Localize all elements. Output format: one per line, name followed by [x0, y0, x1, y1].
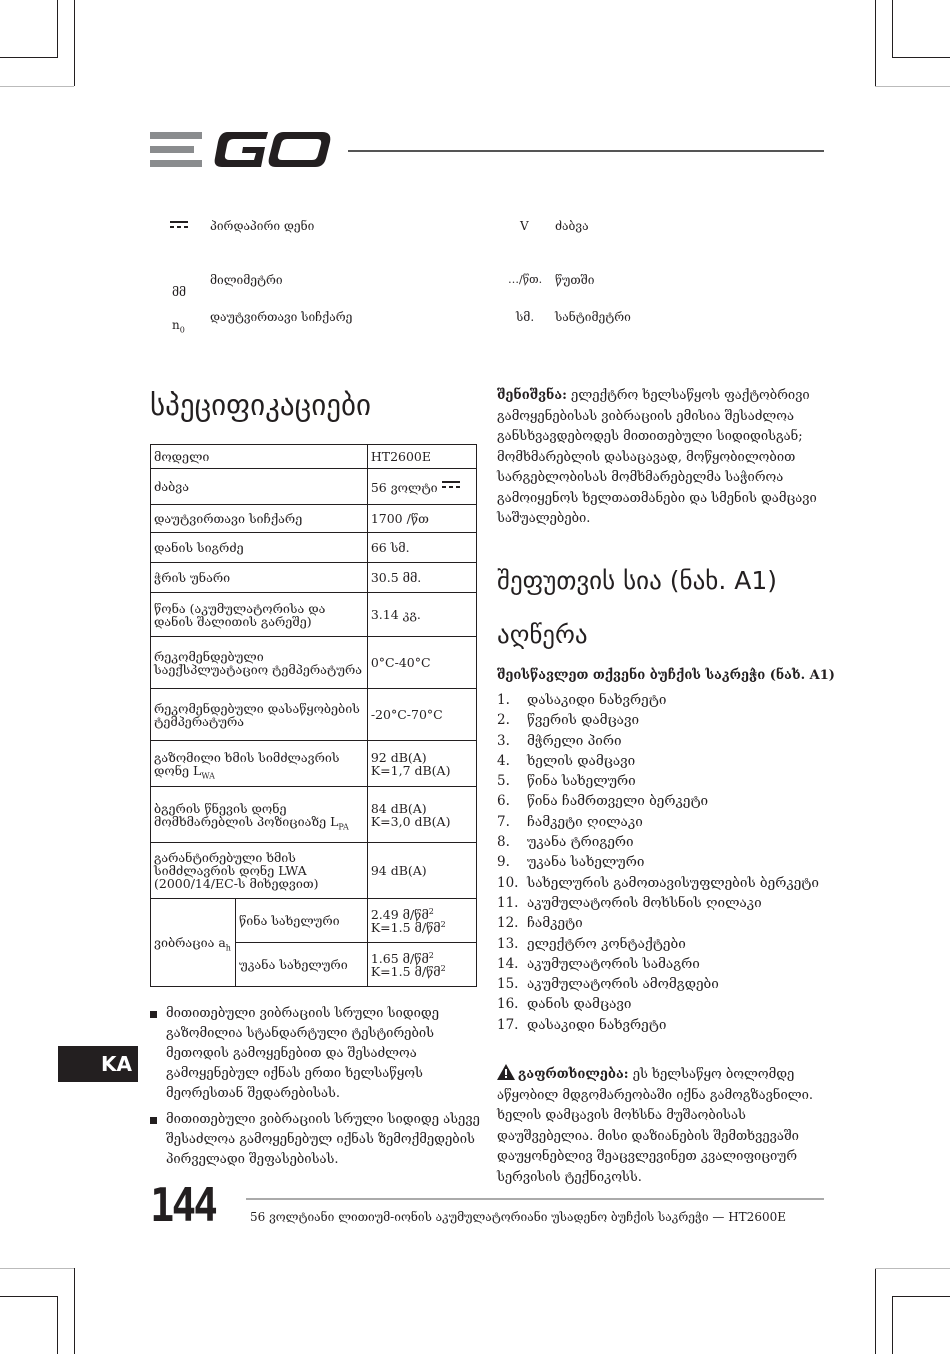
table-row	[151, 469, 477, 505]
spec-value: -20°C-70°C	[367, 689, 476, 741]
item-text: აკუმულატორის მოხსნის ღილაკი	[527, 894, 762, 911]
item-text: ჩამკეტი ღილაკი	[527, 813, 643, 830]
item-number: 7.	[497, 813, 510, 830]
symbol-label: დაუტვირთავი სიჩქარე	[210, 310, 353, 324]
unit-superscript: 2	[440, 963, 446, 973]
item-text: უკანა სახელური	[527, 854, 645, 871]
table-row	[151, 445, 477, 469]
symbol-cm: სმ.	[516, 310, 535, 324]
spec-value: HT2600E	[367, 445, 476, 469]
spec-value-line	[371, 965, 473, 978]
note-body: ელექტრო ხელსაწყოს ფაქტობრივი გამოყენებისას ვიბრაციის ემისია შესაძლოა განსხვავდებოდეს მითითებული სიდიდისგან; მომხმარებლის დასაცავად, მოწყობილობით სარგებლობისას მომხმარებელმა საჭიროა გამოიყენოს ხელთათმანები და სმენის დამცავი საშუალებები.	[497, 388, 817, 526]
vibration-label-text: ვიბრაცია a	[154, 935, 226, 950]
crop-mark	[0, 86, 74, 87]
spec-value: 30.5 მმ.	[367, 563, 476, 593]
spec-label: რეკომენდებული დასაწყობების ტემპერატურა	[151, 689, 368, 741]
spec-value-line	[371, 921, 473, 934]
spec-value-line: 84 dB(A)	[370, 800, 427, 816]
spec-value	[367, 469, 476, 505]
crop-mark	[57, 0, 58, 57]
spec-value	[367, 899, 476, 943]
spec-label: რეკომენდებული საექსპლუატაციო ტემპერატურა	[151, 637, 368, 689]
spec-value-line: K=3,0 dB(A)	[370, 813, 451, 829]
spec-label: წონა (აკუმულატორისა და დანის შალითის გარეშე)	[151, 593, 368, 637]
dc-current-icon	[442, 480, 460, 490]
warning-label: გაფრთხილება:	[518, 1067, 629, 1082]
item-text: წინა ჩამრთველი ბერკეტი	[527, 793, 709, 810]
list-item	[497, 974, 827, 994]
item-text: ჩამკეტი	[527, 915, 583, 932]
crop-mark	[74, 1268, 75, 1354]
crop-mark	[892, 1296, 893, 1354]
symbol-label: ძაბვა	[555, 219, 589, 233]
table-row	[151, 741, 477, 787]
table-row	[151, 787, 477, 843]
list-item	[497, 812, 827, 832]
table-row	[151, 899, 477, 943]
spec-value: 66 სმ.	[367, 533, 476, 563]
table-row	[151, 843, 477, 899]
symbol-n0	[172, 318, 185, 335]
warning-paragraph	[497, 1064, 827, 1188]
table-row	[151, 593, 477, 637]
table-row	[151, 533, 477, 563]
spec-label-text: ბგერის წნევის დონე მომხმარებლის პოზიციაზე L	[154, 800, 339, 829]
spec-label	[151, 787, 368, 843]
list-item	[497, 954, 827, 974]
list-item	[497, 893, 827, 913]
language-tab: KA	[58, 1046, 138, 1082]
vibration-value: 2.49 მ/წმ	[370, 906, 429, 922]
item-number: 15.	[497, 976, 519, 993]
vibration-value: 1.65 მ/წმ	[370, 950, 429, 966]
list-item	[497, 710, 827, 730]
list-item	[497, 751, 827, 771]
item-text: სახელურის გამოთავისუფლების ბერკეტი	[527, 874, 819, 891]
item-text: აკუმულატორის ამომგდები	[527, 976, 719, 993]
vibration-sub-label: წინა სახელური	[236, 899, 368, 943]
symbol-n0-sub: 0	[179, 325, 185, 335]
ego-logo	[150, 128, 332, 172]
list-item	[150, 1110, 480, 1170]
spec-value: 94 dB(A)	[367, 843, 476, 899]
item-text: დასაკიდი ნახვრეტი	[527, 692, 667, 708]
spec-value-line: 92 dB(A)	[370, 749, 427, 765]
list-item	[497, 994, 827, 1014]
spec-value: 3.14 კგ.	[367, 593, 476, 637]
spec-label: დაუტვირთავი სიჩქარე	[151, 505, 368, 533]
warning-body: ეს ხელსაწყო ბოლომდე აწყობილ მდგომარეობაში იქნა გამოგზავნილი. ხელის დამცავის მოხსნა მუშაობისას დაუშვებელია. მისი დაზიანების შემთხვევაში დაუყონებლივ შეაცვლევინეთ კვალიფიციურ სერვისის ტექნიკოსს.	[497, 1067, 814, 1185]
unit-superscript: 2	[428, 950, 434, 960]
crop-mark	[0, 1268, 74, 1269]
item-number: 1.	[497, 692, 510, 708]
spec-label	[151, 741, 368, 787]
list-item	[497, 873, 827, 893]
symbol-n0-text: n	[172, 318, 180, 332]
symbol-per-min: …/წთ.	[508, 273, 543, 286]
footer-text: 56 ვოლტიანი ლითიუმ-იონის აკუმულატორიანი უსადენო ბუჩქის საკრეჭი — HT2600E	[250, 1210, 786, 1224]
list-item	[497, 690, 827, 710]
vibration-uncertainty: K=1.5 მ/წმ	[370, 919, 441, 935]
spec-label: ჭრის უნარი	[151, 563, 368, 593]
crop-mark	[892, 57, 950, 58]
crop-mark	[0, 1296, 58, 1297]
item-number: 11.	[497, 894, 519, 911]
item-text: აკუმულატორის სამაგრი	[527, 955, 700, 972]
item-text: მჭრელი პირი	[527, 732, 622, 749]
symbol-label: მილიმეტრი	[210, 273, 283, 287]
unit-superscript: 2	[428, 906, 434, 916]
list-item	[497, 852, 827, 872]
spec-value: 0°C-40°C	[367, 637, 476, 689]
spec-label: მოდელი	[151, 445, 368, 469]
crop-mark	[875, 1268, 950, 1269]
voltage-value: 56 ვოლტი	[370, 479, 438, 495]
note-text: მითითებული ვიბრაციის სრული სიდიდე ასევე შესაძლოა გამოყენებულ იქნას ზემოქმედების პირველადი შეფასებისას.	[166, 1112, 480, 1167]
item-number: 16.	[497, 996, 519, 1013]
specifications-table	[150, 444, 477, 987]
spec-label: დანის სიგრძე	[151, 533, 368, 563]
symbol-label: წუთში	[555, 273, 595, 287]
item-number: 12.	[497, 915, 519, 932]
warning-triangle-icon	[497, 1064, 515, 1080]
vibration-label	[151, 899, 236, 987]
item-number: 3.	[497, 732, 510, 749]
item-text: წვერის დამცავი	[527, 712, 640, 729]
item-number: 13.	[497, 935, 519, 952]
item-number: 8.	[497, 834, 510, 851]
components-heading: შეისწავლეთ თქვენი ბუჩქის საკრეჭი (ნახ. A1)	[497, 668, 835, 683]
symbol-v: V	[520, 219, 529, 233]
components-list	[497, 690, 827, 1035]
item-number: 9.	[497, 854, 510, 871]
item-text: ხელის დამცავი	[527, 752, 636, 769]
spec-value	[367, 741, 476, 787]
spec-value: 1700 /წთ	[367, 505, 476, 533]
table-row	[151, 563, 477, 593]
symbol-label: პირდაპირი დენი	[210, 219, 315, 233]
item-number: 14.	[497, 955, 519, 972]
item-text: უკანა ტრიგერი	[527, 834, 634, 851]
vibration-sub-label: უკანა სახელური	[236, 943, 368, 987]
crop-mark	[875, 0, 876, 86]
list-item	[497, 791, 827, 811]
crop-mark	[892, 1296, 950, 1297]
table-row	[151, 505, 477, 533]
list-item	[497, 731, 827, 751]
crop-mark	[74, 0, 75, 86]
note-paragraph	[497, 386, 827, 530]
spec-label-text: გაზომილი ხმის სიმძლავრის დონე L	[154, 749, 340, 778]
item-number: 4.	[497, 752, 510, 769]
specifications-heading: სპეციფიკაციები	[150, 388, 371, 422]
crop-mark	[57, 1296, 58, 1354]
crop-mark	[892, 0, 893, 57]
spec-label-sub: WA	[201, 771, 215, 780]
description-heading: აღწერა	[497, 620, 588, 649]
spec-value	[367, 943, 476, 987]
packing-list-heading: შეფუთვის სია (ნახ. A1)	[497, 566, 777, 595]
item-number: 10.	[497, 874, 519, 891]
crop-mark	[875, 86, 950, 87]
vibration-label-sub: h	[225, 943, 231, 953]
list-item	[150, 1004, 480, 1104]
header-rule	[348, 150, 824, 152]
table-row	[151, 689, 477, 741]
list-item	[497, 832, 827, 852]
symbol-label: სანტიმეტრი	[555, 310, 631, 324]
bullet-icon	[150, 1117, 157, 1124]
item-number: 5.	[497, 773, 510, 790]
unit-superscript: 2	[440, 919, 446, 929]
vibration-uncertainty: K=1.5 მ/წმ	[370, 963, 441, 979]
spec-value	[367, 787, 476, 843]
note-label: შენიშვნა:	[497, 388, 567, 403]
dc-current-icon	[170, 220, 188, 230]
crop-mark	[875, 1268, 876, 1354]
spec-label: გარანტირებული ხმის სიმძლავრის დონე LWA (2000/14/EC-ს მიხედვით)	[151, 843, 368, 899]
crop-mark	[0, 57, 58, 58]
table-row	[151, 637, 477, 689]
spec-value-line: K=1,7 dB(A)	[370, 762, 451, 778]
spec-label: ძაბვა	[151, 469, 368, 505]
note-text: მითითებული ვიბრაციის სრული სიდიდე გაზომილია სტანდარტული ტესტირების მეთოდის გამოყენებით და შესაძლოა გამოყენებულ იქნას ერთი ხელსაწყოს მეორესთან შედარებისას.	[166, 1006, 439, 1101]
item-text: დანის დამცავი	[527, 996, 632, 1013]
item-number: 2.	[497, 712, 510, 729]
item-text: წინა სახელური	[527, 773, 636, 790]
list-item	[497, 913, 827, 933]
list-item	[497, 771, 827, 791]
footer-rule	[246, 1198, 824, 1200]
item-text: დასაკიდი ნახვრეტი	[527, 1016, 667, 1033]
item-number: 6.	[497, 793, 510, 810]
vibration-notes	[150, 1004, 480, 1176]
list-item	[497, 934, 827, 954]
bullet-icon	[150, 1011, 157, 1018]
item-number: 17.	[497, 1016, 519, 1033]
symbol-mm: მმ	[172, 285, 187, 299]
spec-label-sub: PA	[338, 822, 349, 831]
page-number: 144	[150, 1178, 216, 1232]
item-text: ელექტრო კონტაქტები	[527, 935, 686, 952]
list-item	[497, 1015, 827, 1035]
